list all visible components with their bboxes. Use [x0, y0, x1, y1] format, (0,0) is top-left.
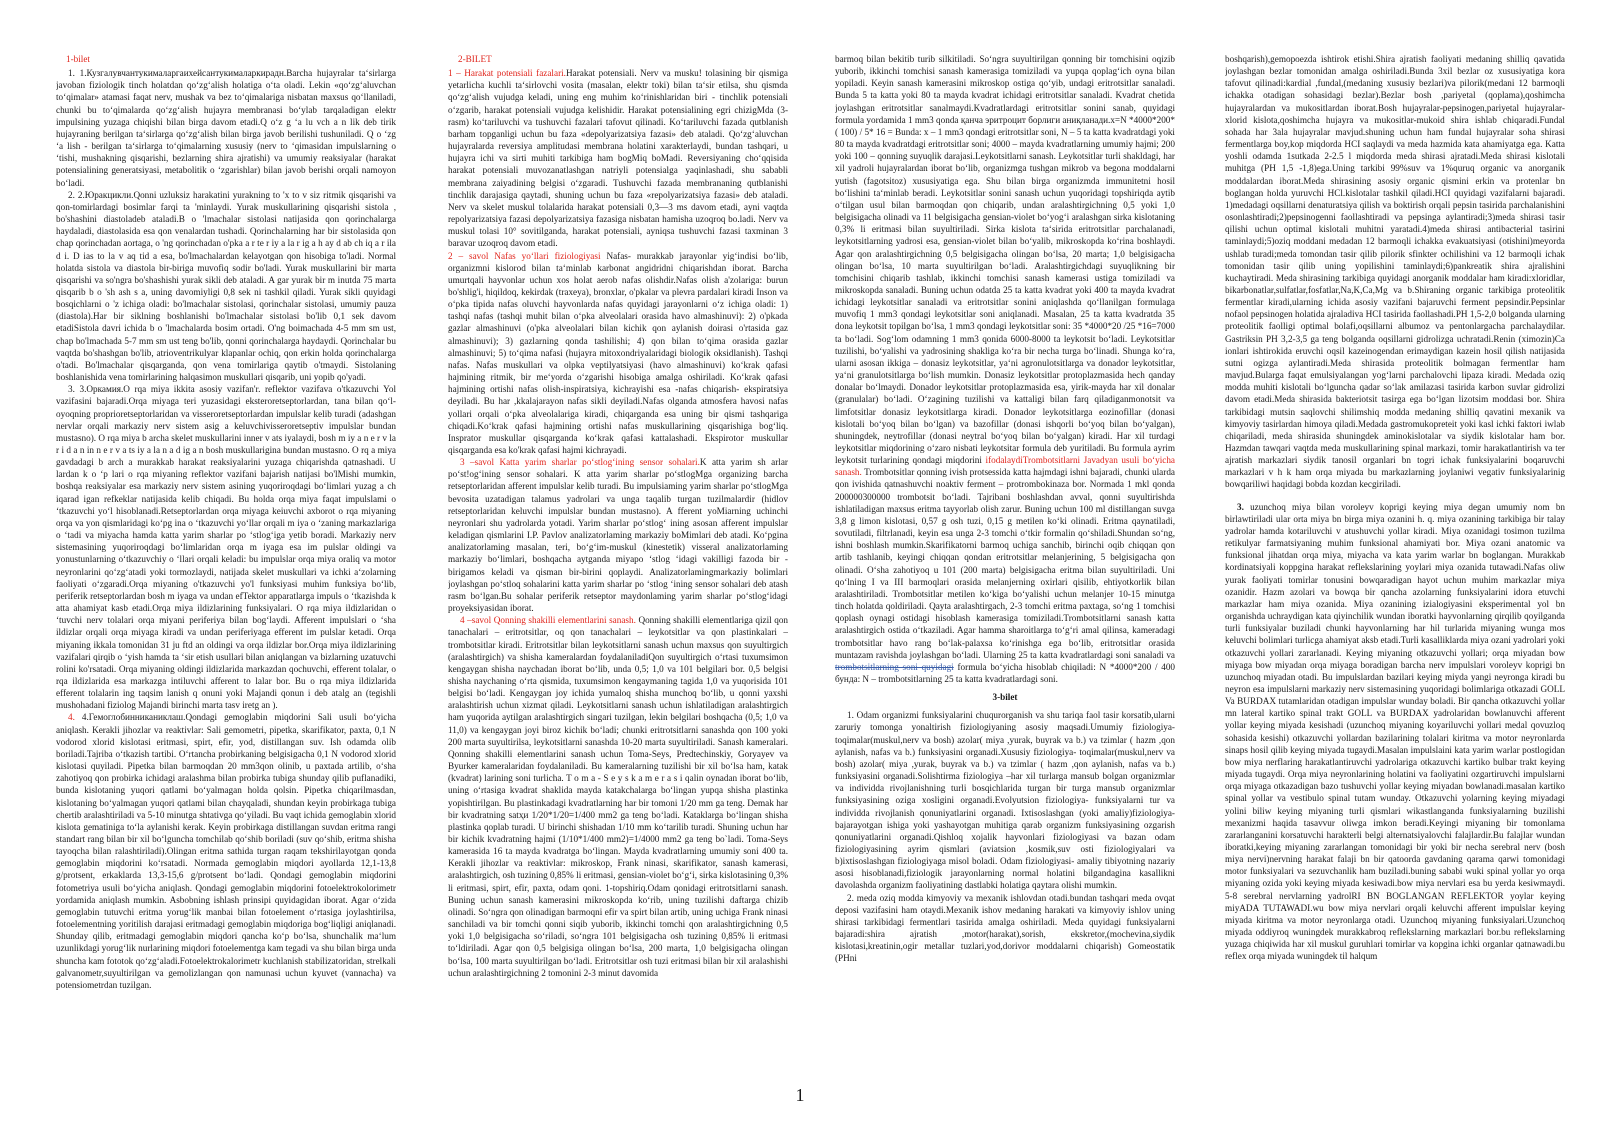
continued-text-2-4	[835, 53, 1175, 685]
question-2-2-text: Nafas- murakkab jarayonlar yig‘indisi bo‘lib, organizmni kislorod bilan ta‘minlab karbonat angidridni chiqarishdan iborat. Barcha umurtqali hayvonlar uchun xos holat aerob nafas olishdir.Nafas olish a'zolariga: burun bo'shlig'i, hiqildoq, kekirdak (traxeya), bronxlar, o'pkalar va plevra pardalari kiradi Inson va o‘pka tipida nafas oluvchi hayvonlarda nafas quyidagi jarayonlarni o‘z ichiga oladi: 1) tashqi nafas (tashqi muhit bilan o‘pka alveolalari orasida havo almashinuvi): 2) o'pkada gazlar almashinuvi (o'pka alveolalari bilan kichik qon aylanish doirasi o'rtasida gaz almashinuvi); 3) gazlarning qonda tashilishi; 4) qon bilan to‘qima orasida gazlar almashinuvi; 5) to‘qima nafasi (hujayra mitoxondriyalaridagi biologik oksidlanish). Tashqi nafas. Nafas muskullari va olpka veptilyatsiyasi (havo almashinuvi) ko‘krak qafasi hajmining ritmik, bir me‘yorda o‘zgarishi hisobiga amalga oshiriladi. Ko‘krak qafasi hajmining ortishi nafas olish-inspiratsiya, kichrayishi esa -nafas chiqarish- ekspiratsiya deyiladi. Bu har ,kkalajarayon nafas sikli deyiladi.Nafas olganda atmosfera havosi nafas yollari orqali o‘pka alveolalariga kiradi, chiqarganda esa uning bir qismi tashqariga chiqadi.Ko‘krak qafasi hajmining ortishi nafas muskullarining qisqarishiga bog‘liq. Insprator muskullar qisqarganda ko‘krak qafasi kattalashadi. Ekspirotor muskullar qisqarganda esa ko'krak qafasi hajmi kichrayadi.	[448, 250, 788, 455]
question-1-4-number: 4.	[68, 712, 75, 723]
question-1-2-heading: 2. 2.Юракцикли.	[68, 189, 134, 200]
continued-text: barmoq bilan bekitib turib silkitiladi. So‘ngra suyultirilgan qonning bir tomchisini oqizib yuborib, ikkinchi tomchisi sanash kamerasiga tomiziladi va yupqa qoplag‘ich oyna bilan yopiladi. Keyin sanash kamerasini mikroskop ostiga qo‘yib, undagi eritrotsitlar sanaladi. Bunda 5 ta katta yoki 80 ta mayda kvadrat ichidagi eritrotsitlar sanaladi. Kvadrat chetida joylashgan eritrotsitlar sanalmaydi.Kvadratlardagi eritrotsitlar sonini sanab, quyidagi formula yordamida 1 mm3 qonda қанча эритроцит борлиги аниқланади.x=N *4000*200*( 100) / 5* 16 = Bunda: x – 1 mm3 qondagi eritrotsitlar soni, N – 5 ta katta kvadratdagi yoki 80 ta mayda kvadratdagi eritrotsitlar soni; 4000 – mayda kvadratlarning umumiy hajmi; 200 yoki 100 – qonning suyuqlik darajasi.Leykotsitlarni sanash. Leykotsitlar turli shakldagi, har xil yadroli hujayralardan iborat bo‘lib, organizmga tushgan mikrob va begona moddalarni yutish (fagotsitoz) xususiyatiga ega. Shu bilan birga organizmda immunitetni hosil bo‘lishini ta‘minlab beradi. Leykotsitlar sonini sanash uchun yuqoridagi topshiriqda aytib o‘tilgan usul bilan barmoqdan qon chiqarib, undan aralashtirgichning 0,5 yoki 1,0 belgisigacha olinadi va 11 belgisigacha gensian-violet bo‘yog‘i aralashgan sirka kislotaning 0,3% li eritmasi bilan suyultiriladi. Sirka kislota ta‘sirida eritrotsitlar parchalanadi, leykotsitlarning yadrosi esa, gensian-violet bilan bo‘yalib, mikroskopda ko‘rina boshlaydi. Agar qon aralashtirgichning 0,5 belgisigacha olingan bo‘lsa, 20 marta; 1,0 belgisigacha olingan bo‘lsa, 10 marta suyultirilgan bo‘ladi. Aralashtirgichdagi suyuqlikning bir tomchisini chiqarib tashlab, ikkinchi tomchisi sanash kamerasi ustiga tomiziladi va mikroskopda sanaladi. Buning uchun odatda 25 ta katta kvadrat yoki 400 ta mayda kvadrat ichidagi leykotsitlar sanaladi va eritrotsitlar sonini aniqlashda qo‘llanilgan formulaga muvofiq 1 mm3 qondagi leykotsitlar soni aniqlanadi. Masalan, 25 ta katta kvadratda 35 dona leykotsit topilgan bo‘lsa, 1 mm3 qondagi leykotsitlar soni: 35 *4000*20 /25 *16=7000 ta bo‘ladi. Sog‘lom odamning 1 mm3 qonida 6000-8000 ta leykotsit bo‘ladi. Leykotsitlar tuzilishi, bo‘yalishi va yadrosining shakliga ko‘ra bir necha turga bo‘linadi. Shunga ko‘ra, ularni asosan ikkiga – donasiz leykotsitlar, ya‘ni agronulotsitlarga va donador leykotsitlar, ya‘ni granulotsitlarga bo‘lish mumkin. Donasiz leykotsitlar protoplazmasida hech qanday donalar bo‘lmaydi. Donador leykotsitlar protoplazmasida esa, yirik-mayda har xil donalar (granulalar) bo‘ladi. O‘zagining tuzilishi va kattaligi bilan farq qiladiganmonotsit va limfotsitlar donasiz leykotsitlarga kiradi. Donador leykotsitlarga eozinofillar (donasi kislotali bo‘yoq bilan bo‘lgan) va bazofillar (donasi ishqorli bo‘yoq bilan bo‘yalgan), shuningdek, neytrofillar (donasi neytral bo‘yoq bilan bo‘yalgan) kiradi. Har xil turdagi leykotsitlar miqdorining o‘zaro nisbati leykotsitar formula deb yuritiladi. Bu formula ayrim leykotsit turlarining qondagi miqdorini	[835, 54, 1175, 466]
column-4	[1225, 53, 1565, 1073]
question-2-3	[448, 456, 788, 614]
question-2-1-heading: 1 – Harakat potensiali fazalari.	[448, 68, 566, 79]
question-1-1-heading: 1. 1.Кузгалувчантукималаргаихейсантукималаркирадн.	[68, 68, 287, 79]
trombotsit-heading: ifodalaydiTrombotsitlarni Javadyan usuli bo‘yicha sanash.	[835, 455, 1175, 478]
question-2-1-text: Harakat potensiali. Nerv va musku! tolasining bir qismiga yetarlicha kuchli ta‘sirlovchi vosita (masalan, elektr toki) bilan ta‘sir etilsa, shu qismda qo‘zg‘alish vujudga keladi, uning eng muhim ko‘rinishlaridan biri - tinchlik potensiali o‘zgarib, harakat potensiali vujudga kelishidir. Harakat potensialining egri chizigMda (3-rasm) ko‘tariluvchi va tushuvchi fazalari tafovut qilinadi. Ko‘tariluvchi fazada qutblanish barham topganligi uchun bu faza «depolyarizatsiya fazasi» deb ataladi. Qo‘zg‘aluvchan hujayralarda reversiya amplitudasi membrana holatini xarakterlaydi, bundan tashqari, u hujayra ichi va sirti muhiti tarkibiga ham bogMiq boMadi. Reversiyaning cho‘qqisida harakat potensiali muvozanatlashgan natriyli potensialga yaqinlashadi, shu sababli membrana zaiyadining belgisi o‘zgaradi. Tushuvchi fazada membrananing qutblanishi tinchlik darajasiga qaytadi, shuning uchun bu faza «repolyarizatsiya fazasi» deb ataladi. Nerv va skelet muskul tolalarida harakat potensiali 0,3—3 ms davom etadi, ayni vaqtda repolyarizatsiya fazasi depolyarizatsiya fazasiga nisbatan hamisha uzoqroq bo.ladi. Nerv va muskul tolasi 10° sovitilganda, harakat potensiali, ayniqsa tushuvchi fazasi taxminan 3 baravar uzoqroq davom etadi.	[448, 68, 788, 249]
question-2-3-heading: 3 –savol Katta yarim sharlar po‘stlog‘ining sensor sohalari.	[460, 457, 700, 468]
question-2-2-heading: 2 – savol Nafas yo‘llari fiziologiyasi	[448, 250, 601, 261]
column-2	[448, 53, 788, 1073]
trombotsit-text: Trombotsitlar qonning ivish protsessida katta hajmdagi ishni bajaradi, chunki ularda qon ivishida qatnashuvchi noaktiv ferment – protrombokinaza bor. Normada 1 mkl qonda 200000300000 trombotsit bo‘ladi. Tajribani boshlashdan avval, qonni suyultirishda ishlatiladigan maxsus eritma tayyorlab olish zarur. Buning uchun 100 ml distillangan suvga 3,8 g limon kislotasi, 0,57 g osh tuzi, 0,15 g metilen ko‘ki olinadi. Eritma qaynatiladi, sovutiladi, filtrlanadi, keyin esa unga 2-3 tomchi o‘tkir formalin qo‘shiladi.Shundan so‘ng, ishni boshlash mumkin.Skarifikatorni barmoq uchiga sanchib, birinchi oqib chiqqan qon artib tashlanib, keyingi chiqqan qondan eritrotsitlar melanjerining, 5 belgisigacha qon olinadi. O‘sha zahotiyoq u 101 (200 marta) belgisigacha eritma bilan suyultiriladi. Uni qo‘lning I va III barmoqlari orasida melanjerning oxirlari qisilib, ehtiyotkorlik bilan aralashtiriladi. Trombotsitlar metilen ko‘kiga bo‘yalishi uchun melanjer 10-15 minutga tinch holatda qoldiriladi. Qayta aralashtirgach, 2-3 tomchi eritma paxtaga, so‘ng 1 tomchisi qoplash oynagi ostidagi hisoblash kamerasiga tomiziladi.Trombotsitlarni sanash katta aralashtirgich ostida o‘tkaziladi. Agar hamma sharoitlarga to‘g‘ri amal qilinsa, kameradagi trombotsitlar havo rang bo‘lak-palaxsa ko‘rinishga ega bo‘lib, eritrotsitlar orasida muntazam ravishda joylashgan bo‘ladi. Ularning 25 ta katta kvadratlardagi soni sanaladi va	[835, 467, 1175, 660]
question-1-4	[56, 711, 396, 991]
question-2-4-heading: 4 –savol Qonning shakilli elementlarini sanash.	[460, 615, 636, 626]
page-number: 1	[795, 1085, 805, 1105]
question-1-2-text: Qonni uzluksiz harakatini yurakning to 'x to v siz ritmik qisqarishi va qon-tomirlardagi bosimlar farqi ta 'minlaydi. Yurak muskullarining qisqarishi sistola , bo'shashini diastoladeb ataladi.B o 'lmachalar sistolasi natijasida qon qorinchalarga haydaladi, diastolasida esa qon venalardan tushadi. Qorinchalarning har bir sistolasida qon chap qorinchadan aortaga, o 'ng qorinchadan o'pka a r te r iy a la r ig a h ay d ab ch iq a r ila d i. D ias to la v aq tid a esa, bo'lmachalardan kelayotgan qon hisobiga to'ladi. Normal holatda sistola va diastola bir-biriga muvofiq sodir bo'ladi. Yurak muskullarini bir marta qisqarishi va so'ngra bo'shashishi yurak sikli deb ataladi. A gar yurak bir m inutda 75 marta qisqarib b o 'sh ash s a, uning davomiyligi 0,8 sek ni tashkil qiladi. Yurak sikli quyidagi bosqichlarni o 'z ichiga oladi: bo'lmachalar sistolasi, qorinchalar sistolasi, umumiy pauza (diastola).Har bir siklning boshlanishi bo'lmachalar sistolasi bo'lib 0,1 sek davom etadiSistola davri ichida b o 'lmachalarda bosim ortadi. O'ng boimachada 4-5 mm sm ust, chap bo'lmachada 5-7 mm sm ust teng bo'lib, qonni qorinchalarga haydaydi. Qorinchalar bu vaqtda bo'shashgan bo'lib, atrioventrikulyar klapanlar ochiq, qon erkin holda qorinchalarga o'tadi. Bo'lmachalar qisqargandа, qon vena tomirlariga qaytib o'tmaydi. Sistolaning boshlanishida vena tomirlarining halqasimon muskullari qisqarib, uni yopib qo'yadi.	[56, 189, 396, 383]
question-1-2	[56, 189, 396, 384]
question-1-1	[56, 67, 396, 189]
bilet-2-title: 2-BILET	[458, 54, 492, 64]
question-1-3-tail: Orqa miyaning oldingi ildizlarida markazdan qochuvchi, efferent tolalar, o rqa ildizlarida esa markazga intiluvchi afferent to lalar bor. Bu o rqa miya ildizlarida efferent tolalarin ing taqsim lanish q onuni yoki Majandi qonun i deb atalg an (tegishli mushohadani fiziolog Majandi birinchi marta tasv iretg an ).	[56, 663, 396, 711]
question-1-3-heading: 3. 3.Оркамия.	[68, 384, 124, 395]
column-3	[835, 53, 1175, 1073]
question-1-4-heading: 4.Гемоглобинниканиклаш.	[81, 712, 186, 723]
question-3-3-number: 3.	[1237, 501, 1244, 512]
question-2-1	[448, 67, 788, 249]
question-3-3-text: uzunchoq miya bilan voroleyv koprigi keying miya degan umumiy nom bn birlawtiriladi ular orta miya bn birga miya ozanini h. q. miya ozanining tarkibiga bir talay yadrolar hamda kotariluvchi v atushuvchi yollar kiradi. Miya ozanidagi tosimon tuzilma retikulyar farmatsiyaning muhim funksional ahamiyati bor. Miya ozani anatomic va funksional jihatdan orqa miya, miyacha va kata yarim warlar bn boglangan. Murakkab kordinatsiyali koppgina harakat reflekslarining yoylari miya ozanida tutawadi.Nafas oliw yurak faoliyati tomirlar tonusini bowqaradigan hayot uchun muhim markazlar miya ozanidir. Hazm azolari va bowqa bir qancha azolarning funksiyalarini idora etuvchi markazlar ham miya ozanida. Miya ozanining izialogiyasini eksperimental yol bn organishda uchraydigan kata qiyinchilik wundan iboratki hayvonlarning qirqilib qoyilganda turli funksiyalar buziladi chunki hayvonlarning har hil turlarida miyaning wunga mos keluvchi bolimlari turlicga ahamiyat aksb etadi.Turli kasalliklarda miya ozani yadrolari yoki otkazuvchi yollari zararlanadi. Keying miyaning otkazuvchi yollari; orqa miyadan bow miyaga bow miyadan orqa miyaga boradigan barcha nerv impulslari voroleyv koprigi bn uzunchoq miyadan otadi. Bu impulslardan bazilari keying miyda yangi neyronga kiradi bu neyron esa impulslarni markaziy nerv sistemasining yuqoridagi bolimlariga otkazadi GOLL Va BURDAX tutamlaridan otadigan impulslar wunday boladi. Bir qancha otkazuvchi yollar mn lateral kartiko spinal trakt GOLL va BURDAX yadrolaridan bowlanuvchi afferent yollar keying miyada kesishadi (uzunchoq miyaning koyariluvchi yollari medal qovuzloq sohasida kesishi) otkazuvchi yollardan bazilarining tolalari kiritma va motor neyronlarda sinaps hosil qilib keying miyada tugaydi.Masalan impulslaini kata yarim warlar postlogidan bow miya nerflaring harakatlantiruvchi yadrolariga otkazuvchi kartiko bulbar trakt keying miyada tugaydi. Orqa miya neyronlarining holatini va faoliyatini ozgartiruvchi impulslarni orqa miyaga otkazadigan bazo tushuvchi yollar keying miyadan bowlanadi.masalan kartiko spinal yollar va vestibulo spinal tutam wunday. Otkazuvchi yolarning keying miyadagi yolini biliw keying miyaning turli qismlari wikastlanganda funksiyalarning buzilishi mexanizmi haqida tasavvur oliwga imkon beradi.Keyingi miyaning bir tomonlama zararlanganini korsatuvchi harakterli belgi alternatsiyalovchi falajlardir.Bu falajlar wundan iboratki,keying miyaning zararlangan tomonidagi bir yoki bir necha serebral nerv (bosh miya nervi)nervning harakat falaji bn bir qatoorda gavdaning qarama qarwi tomonidagi motor funksiyalari va sezuvchanlik ham buziladi.buning sababi wuki spinal yollar yo orqa miyaning ozida yoki keying miyada kesiwadi.bow miya nervlari esa bu yerda kesiwmaydi. 5-8 serebral nervlarning yadrolRI BN BOGLANGAN REFLEKTOR yoylar keying miyADA TUTAWADI.wu bow miya nervlari orqali keluvchi afferent impulslar keying miyada kiritma va motor neyronlarga otadi. Uzunchoq miyaning funksiyalari.Uzunchoq miyada oddiyroq wuningdek murakkabroq reflekslarning markazlari bor.bu reflekslarning yuzaga chiqiwida har xil muskul guruhlari tomirlar va kopgina ichki organlar qatnawadi.bu reflex orqa miyada wuningdek til halqum	[1225, 501, 1565, 962]
question-3-3	[1225, 501, 1565, 963]
question-2-4-text: Qonning shakilli elementlariga qizil qon tanachalari – eritrotsitlar, oq qon tanachalari – leykotsitlar va qon plastinkalari – trombotsitlar kiradi. Eritrotsitlar bilan leykotsitlarni sanash uchun maxsus qon suyultirgich (aralashtirgich) va shisha kameralardan foydalaniladiQon suyultirgich o‘rtasi tuxumsimon kengaygan shisha naychadan iborat bo‘lib, unda 0,5; 1,0 va 101 belgilari bor. 0,5 belgisi shisha naychaning o‘rta qismida, tuxumsimon kengaymaning tagida 1,0 va yuqorisida 101 belgisi bo‘ladi. Kengaygan joy ichida yumaloq shisha munchoq bo‘lib, u qonni yaxshi aralashtirish uchun xizmat qiladi. Leykotsitlarni sanash uchun ishlatiladigan aralashtirgich ham yuqorida aytilgan aralashtirgich singari tuzilgan, lekin belgilari boshqacha (0,5; 1,0 va 11,0) va kengaygan joyi biroz kichik bo‘ladi; chunki eritrotsitlarni sanashda qon 100 yoki 200 marta suyultirilsa, leykotsitlarni sanashda 10-20 marta suyultiriladi. Sanash kameralari. Qonning shakilli elementlarini sanash uchun Toma-Seys, Predtechinskiy, Goryayev va Byurker kameralaridan foydalaniladi. Bu kameralarning tuzilishi bir xil bo‘lsa ham, katak (kvadrat) larining soni turlicha. T o m a - S e y s k a m e r a s i qalin oynadan iborat bo‘lib, uning o‘rtasiga kvadrat shaklida mayda katakchalarga bo‘lingan yupqa shisha plastinka yopishtirilgan. Bu plastinkadagi kvadratlarning har bir tomoni 1/20 mm ga teng. Demak har bir kvadratning satҳи 1/20*1/20=1/400 mm2 ga teng bo‘ladi. Kataklarga bo‘lingan shisha plastinka qoplab turadi. U birinchi shishadan 1/10 mm ko‘tarilib turadi. Shuning uchun har bir kichik kvadratning hajmi (1/10*1/400 mm2)=1/4000 mm2 ga teng bo`ladi. Toma-Seys kamerasida 16 ta mayda kvadratga bo‘lingan. Mayda kvadratlarning umumiy soni 400 ta. Kerakli jihozlar va reaktivlar: mikroskop, Frank ninasi, skarifikator, sanash kamerasi, aralashtirgich, osh tuzining 0,85% li eritmasi, gensian-violet bo‘g‘i, sirka kislotasining 0,3% li eritmasi, spirt, efir, paxta, odam qoni. 1-topshiriq.Odam qonidagi eritrotsitlarni sanash. Buning uchun sanash kamerasini mikroskopda ko‘rib, uning tuzilishi daftarga chizib olinadi. So‘ngra qon olinadigan barmoqni efir va spirt bilan artib, uning uchiga Frank ninasi sanchiladi va bir tomchi qonni siqib yuborib, ikkinchi tomchi qon aralashtirgichning 0,5 yoki 1,0 belgisigacha so‘riladi, so‘ngra 101 belgisigacha osh tuzining 0,85% li eritmasi to‘ldiriladi. Agar qon 0,5 belgisiga olingan bo‘lsa, 200 marta, 1,0 belgisigacha olingan bo‘lsa, 100 marta suyultirilgan bo‘ladi. Eritrotsitlar osh tuzi eritmasi bilan bir xil aralashishi uchun aralashtirgichning 2 tomonini 2-3 minut davomida	[448, 615, 788, 978]
question-1-3-text: O rqa miya ikkita asosiy vazifan'r. reflektor vazifava o'tkazuvchi Yol vazifasini bajaradi.Orqa miyaga teri yuzasidagi eksteroretseptorlardan, tana bilan qo‘l-oyoqning proprioretseptorlaridan va visseroretseptorlardan impulslar kelib turadi (adashgan nervlar orqali markaziy nerv sistem asig a keluvchivisseroretseptiv impulslar bundan mustasno). O rqa miya b archa skelet muskullarini inner v ats iyalaydi, bosh m iy a n e r v la r i d a n in n e r v a ts iy a la n a d ig a n bosh muskullarigina bundan mustasno. O rq a miya gavdadagi b arch a murakkab harakat reaksiyalarini yuzaga chiqarishda qatnashadi. U lardan k o ‘p lari o rqa miyaning reflektor vazifani bajarish natijasi bo'lMishi mumkin, boshqa reaksiyalar esa markaziy nerv sistem asining yuqoriroqdagi bo‘limlari yuzag a ch iqarad igan refkeklar natijasida kelib chiqadi. Bu holda orqa miya faqat impulslami o ‘tkazuvchi yo‘l hisoblanadi.Retseptorlardan orqa miyaga keiuvchi axborot o rqa miyaning orqa va yon qismlaridagi ko‘pg ina o ‘tkazuvchi yo‘llar orqali m iya o ‘zaning markazlariga o ‘tadi va miyacha hamda katta yarim sharlar po ‘stlog‘iga yetib boradi. Markaziy nerv sistemasining yuqoriroqdagi bo‘limlaridan orqa m iyaga esa im pulslar oldingi va yonustunlarning o‘tkazuvchiy o ‘llari orqali keladi: bu impulslar orqa miya oraliq va motor neyronlarini qo‘zg‘atadi yoki tormozlaydi, natijada skelet muskullari va ichki a‘zolarning faoliyati o‘zgaradi.Orqa miyaning o'tkazuvchi yo'l funksiyasi muhim funksiya bo‘lib, periferik retseptorlardan bosh m iyaga va undan efTektor apparatlarga impuls o ‘tkazishda k atta ahamiyat kasb etadi.Orqa miya ildizlarining funksiyalari. O rqa miya ildizlaridan o ‘tuvchi nerv tolalari orqa miyani periferiya bilan bog‘laydi. Afferent impulslari o ‘sha ildizlar orqali orqa miyaga kiradi va undan periferiyaga efferent im pulslar ketadi. Orqa miyaning ikkala tomonidan 31 ju ftd an oldingi va orqa ildizlar bor.Orqa miya ildizlarining vazifalari qirqib o ‘yish hamda ta ‘sir etish usullari bilan aniqlangan va bizlarning uzatuvchi rolini ko'rsatadi.	[56, 384, 396, 674]
column-1	[56, 53, 396, 1073]
question-1-3	[56, 383, 396, 711]
question-2-3-text: K atta yarim sh arlar po‘st!og‘ining sensor sohalari. K atta yarim sharlar po‘stlogMga organizing barcha retseptorlaridan afferent impulslar kelib turadi. Bu impulsiaming yarim sharlar po‘stlogMga bevosita uzatadigan talamus yadrolari va unga taqalib turgan tuzilmalardir (hidlov retseptorlaridan keluvchi impulslar bundan mustasno). A fferent yoMiarning uchinchi neyronlari shu yadrolarda yotadi. Yarim sharlar po‘stlog‘ ining asosan afferent impulslar keladigan qismlarini I.P. Pavlov analizatorlaming markaziy boMimlari deb atadi. Ko‘pgina analizatorlaming masalan, teri, bo‘g‘im-muskul (kinestetik) visseral analizatorlaming markaziy bo‘limlari, boshqacha aytganda miyapo ‘stlog ‘idagi vakilligi fazoda bir -birigamos keladi va qisman bir-birini qoplaydi. Analizatorlamingmarkaziy bolimlari joylashgan po‘stloq sohalarini katta yarim sharlar po ‘stlog ‘ining sensor sohalari deb atash rasm bo‘lgan.Bu sohalar periferik retseptor maydonlaming yarim sharlar po‘stlog‘idagi proyeksiyasidan iborat.	[448, 457, 788, 614]
spacer	[1225, 491, 1565, 501]
question-3-1: 1. Odam organizmi funksiyalarini chuqurorganish va shu tariqa faol tasir korsatib,ularni zaruriy tomonga yonaltirish fiziologiyaning asosiy maqsadi.Umumiy fiziologiya- toqimalar(muskul,nerv va bosh) azolar( miya ,yurak, buyrak va b.) va tzimlar ( hazm ,qon aylanish, nafas va b.) funksiyasini organadi.Xususiy fiziologiya- toqimalar(muskul,nerv va bosh) azolar( miya ,yurak, buyrak va b.) va tzimlar ( hazm ,qon aylanish, nafas va b.) funksiyasini organadi.Solishtirma fiziologiya –har xil turlarga mansub bolgan organizmlar va individda rivojlanishning turli bosqichlarida turgan bir turga mansub organizmlar funksiyasining oziga xosligini organadi.Evolyutsion fiziologiya- funksiyalarni tur va individda rivojlanish qonuniyatlarini organadi. Ixtisoslashgan (yoki amaliy)fiziologiya- bajarayotgan ishiga yoki yashayotgan muhitiga qarab organizm funksiyasining ozgarish qonuniyatlarini organadi.Qishloq xojalik hayvonlari fiziologiyasi va bazan odam fiziologiyasining ayrim qismlari (aviatsion ,kosmik,suv osti fiziologiyalari va b)ixtisoslashgan fiziologiyaga misol boladi. Odam fiziologiyasi- amaliy tibiyotning nazariy asosi hisoblanadi,fiziologik jarayonlarning normal holatini bilgandagina kasallikni davolashda organizm faoliyatining dastlabki holatiga qaytara olishi mumkin.	[835, 710, 1175, 891]
question-1-4-text: Qondagi gemoglabin miqdorini Sali usuli bo‘yicha aniqlash. Kerakli jihozlar va reaktivlar: Sali gemometri, pipetka, skarifikator, paxta, 0,1 N vodorod xlorid kislotasi eritmasi, spirt, efir, yod, distillangan suv. Ish odamda olib boriladi.Tajriba o‘tkazish tartibi. O‘rtancha probirkaning belgisigacha 0,1 N vodorod xlorid kislotasi quyiladi. Pipetka bilan barmoqdan 20 mm3qon olinib, u paxtada artilib, o‘sha zahotiyoq qon probirka ichidagi aralashma bilan probirka tubiga shunday qilib puflanadiki, bunda kislotaning yuqori qatlami bo‘yalmagan holda qolsin. Pipetka chiqarilmasdan, kislotaning bo‘yalmagan yuqori qatlami bilan chayqaladi, shundan keyin probirkaga tubiga chertib aralashtiriladi va 5-10 minutga shtativga qo‘yiladi. Bu vaqt ichida gemoglabin xlorid kislota gematiniga to‘la aylanishi kerak. Keyin probirkaga distillangan suvdan eritma rangi standart rang bilan bir xil bo‘lguncha tomchilab qo‘shib boriladi (suv qo‘shib, eritma shisha tayoqcha bilan ralashtiriladi).Olingan eritma sathida turgan raqam tekshirilayotgan qonda gemoglabin miqdorini ko‘rsatadi. Normada gemoglabin miqdori ayollarda 12,1-13,8 g/protsent, erkaklarda 13,3-15,6 g/protsent bo‘ladi. Qondagi gemoglabin miqdorini fotometriya usuli bo‘yicha aniqlash. Qondagi gemoglabin miqdorini fotoelektrokolorimetr yordamida aniqlash mumkin. Asbobning ishlash prinsipi quyidagidan iborat. Agar o‘zida gemoglabin tutuvchi eritma yorug‘lik manbai bilan fotoelement o‘rtasiga joylashtirilsa, fotoelementning yoritilish darajasi eritmadagi gemoglabin miqdoriga bog‘liqligi aniqlanadi. Shunday qilib, eritmadagi gemoglabin miqdori qancha ko‘p bo‘lsa, shunchalik ma‘lum uzunlikdagi yorug‘lik nurlarining miqdori fotoelementga kam tegadi va shu bilan birga unda shuncha kam fototok qo‘zg‘aladi.Fotoelektrokalorimetr kuchlanish stabilizatoridan, strelkali galvanometr,suyultirilgan va gemolizlangan qon namunasi uchun kyuvet (vannacha) va potensiometrdan tuzilgan.	[56, 712, 396, 990]
question-3-2: 2. meda oziq modda kimyoviy va mexanik ishlovdan otadi.bundan tashqari meda ovqat deposi vazifasini ham otaydi.Mexanik ishov medaning harakati va kimyoviy ishlov uning shirasi tarkibidagi fermentlari tasirida amalga oshiriladi. Meda quyidagi funksiyalarni bajaradi:shira ajratish ,motor(harakat),sorish, ekskretor,(mochevina,siydik kislotasi,kreatinin,ogir metallar tuzlari,yod,dorivor moddalarni chiqarish) Gomeostatik (PHni	[835, 892, 1175, 964]
bilet-1-title: 1-bilet	[66, 54, 90, 64]
question-2-4	[448, 614, 788, 979]
formula-text: formula bo‘yicha hisoblab chiqiladi: N *4000*200 / 400 бунда: N – trombotsitlarning 25 ta katta kvadratlardagi soni.	[835, 661, 1175, 684]
bilet-3-title: 3-bilet	[992, 692, 1018, 703]
question-2-2	[448, 250, 788, 457]
struck-text: trombotsitlarning soni quyidagi	[835, 661, 954, 672]
question-1-1-text: Barcha hujayralar ta‘sirlarga javoban fiziologik tinch holatdan qo‘zg‘alish holatiga o‘ta oladi. Lekin «qo‘zg‘aluvchan to‘qimalar» atamasi faqat nerv, mushak va bez to‘qimalariga nisbatan maxsus qo‘llaniladi, chunki bu to‘qimalarda qo‘zg‘alish hujayra membranasi bo‘ylab tarqaladigan elektr impulsining yuzaga chiqishi bilan birga davom etadi.Q o‘z g ‘a lu vch a n lik deb tirik hujayraning berilgan ta‘sirlarga qo‘zg‘alish bilan birga javob berilishi tushuniladi. Q o ‘zg ‘a lish - berilgan ta‘sirlarga to‘qimalarning xususiy (nerv to ‘qimasidan impulslarning o ‘tishi, mushakning qisqarishi, bezlarning shira ajratishi) va umumiy reaksiyalar (harakat potensialining generatsiyasi, metabolitik o ‘zgarishlar) bilan javob berishi orqali namoyon bo‘ladi.	[56, 68, 396, 188]
continued-text-3-2: boshqarish),gemopoezda ishtirok etishi.Shira ajratish faoliyati medaning shilliq qavatida joylashgan bezlar tomonidan amalga oshiriladi.Bunda 3xil bezlar oz xususiyatiga kora tafovut qilinadi:kardial ,fundal,(medaning xususiy bezlari)va pilorik(medani 12 barmoqli ichakka otadigan sohasidagi bezlar).Bezlar bosh ,pariyetal (qoplama),qoshimcha hujayralardan va mukositlardan iborat.Bosh hujayralar-pepsinogen,pariyetal hujayralar-xlorid kislota,qoshimcha hujayra va mukositlar-mukoid shira ishlab chiqaradi.Fundal sohada har 3ala hujayralar mavjud.shuning uchun ham fundal hujayralar soha shirasi fermentlarga boy,kop miqdorda HCI saqlaydi va meda hazmida kata ahamiyatga ega. Katta yoshli odamda 1sutkada 2-2.5 l miqdorda meda shirasi ajratadi.Meda shirasi kislotali muhitga (PH 1,5 -1,8)ega.Uning tarkibi 99%suv va 1%quruq organic va anorganik moddalardan iborat.Meda shirasining asosiy organic qismini erkin va protenlar bn boglangan holda yuruvchi HCl.kislotalar tashkil qiladi.HCI quyidagi vazifalarni bajaradi. 1)medadagi oqsillarni denaturatsiya qilish va boktirish orqali pepsin tasirida parchalanishini osonlashtiradi;2)pepsinogenni faollashtiradi va pepsinga aylantiradi;3)meda shirasi tasir qilishi uchun optimal kislotali muhitni yaratadi.4)meda shirasi antibacterial tasirini taminlaydi;5)oziq moddani medadan 12 barmoqli ichakka evakuatsiyasi (otishini)meyorda ushlab turadi;meda tomondan tasir qilib pilorik sfinkter ochilishini va 12 barmoqli ichak tomonidan tasir qilib uning yopilishini taminlaydi;6)pankreatik shira ajralishini kuchaytiradi. Meda shirasining tarkibiga quyidagi anorganik moddalar ham kiradi:xloridlar, bikarbonatlar,sulfatlar,fosfatlar,Na,K,Ca,Mg va b.Shiraning organic tarkibiga proteolitik fermentlar kiradi,ularning ichida asosiy vazifani bajaruvchi ferment pepsindir.Pepsinlar nofaol pepsinogen holatida ajraladiva HCI tasirida faollashadi.PH 1,5-2,0 bolganda ularning proteolitik faolligi optimal bolafi,oqsillarni albumoz va pentonlargacha parchalaydilar. Gastriksin PH 3,2-3,5 ga teng bolganda oqsillarni gidrolizga uchratadi.Renin (ximozin)Ca ionlari ishtirokida eruvchi oqsil kazeinogendan erimaydigan kazein hosil qilish natijasida sutni ogizga aylantiradi.Meda shirasida proteolitik bolmagan fermentlar ham mavjud.Bularga faqat emulsiyalangan yog‘larni parchalovchi lipaza kiradi. Medada oziq modda muhiti kislotali bo‘lguncha qadar so‘lak amilazasi tasirida karbon suvlar gidrolizi davom etadi.Meda shirasida bakteriotsit tasirga ega bo‘lgan lizotsim moddasi bor. Shira tarkibidagi mutsin saqlovchi shilimshiq modda medaning shilliq qavatini mexanik va kimyoviy tasirlardan himoya qiladi.Medada gastromukopreteit yoki kasl ichki faktori iwlab chiqariladi, meda shirasida shuningdek aminokislotalar va siydik kislotalar ham bor. Hazmdan tawqari vaqtda meda muskullarining spinal markazi, tomir harakatlantirish va ter ajratish markazlari siydik tanosil organlari bn togri ichak funksiyalarini boqaruvchi markazlari v h k ham orqa miyada bu markazlarning joylaniwi vegativ funksiyalarinig bowqariliwi haqidagi bobda kozdan kecgiriladi.	[1225, 54, 1565, 490]
